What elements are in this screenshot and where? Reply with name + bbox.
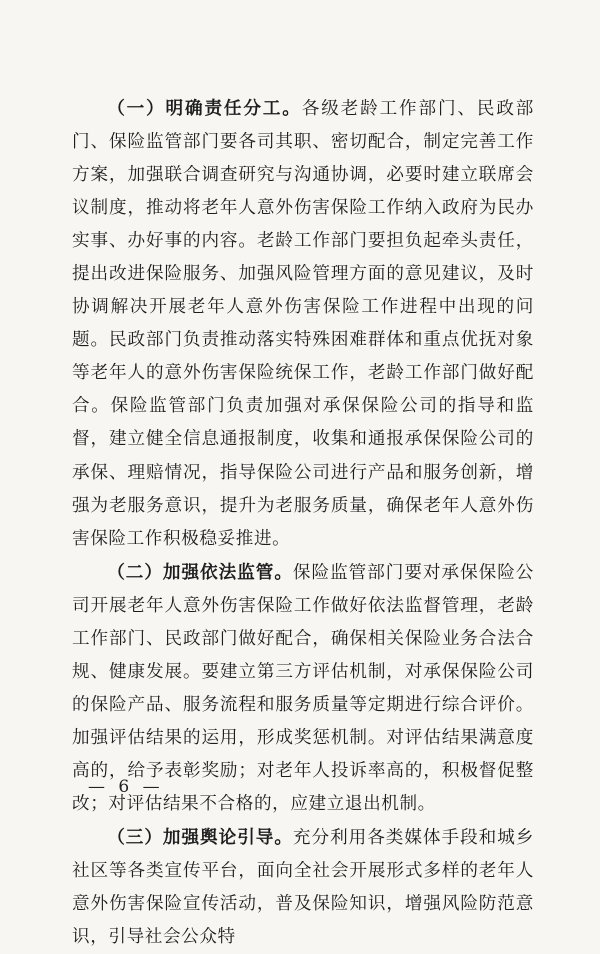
document-body (72, 92, 534, 954)
page-number: — 6 — (88, 777, 164, 797)
paragraph-2-heading: （二）加强依法监管。 (107, 561, 293, 583)
paragraph-1 (72, 92, 534, 556)
paragraph-2-text: 保险监管部门要对承保保险公司开展老年人意外伤害保险工作做好依法监督管理，老龄工作部门、民政部门做好配合，确保相关保险业务合法合规、健康发展。要建立第三方评估机制，对承保保险公司的保险产品、服务流程和服务质量等定期进行综合评价。加强评估结果的运用，形成奖惩机制。对评估结果满意度高的，给予表彰奖励；对老年人投诉率高的，积极督促整改；对评估结果不合格的，应建立退出机制。 (72, 562, 534, 814)
paragraph-3 (72, 821, 534, 954)
paragraph-1-heading: （一）明确责任分工。 (107, 98, 302, 119)
paragraph-1-text: 各级老龄工作部门、民政部门、保险监管部门要各司其职、密切配合，制定完善工作方案，加强联合调查研究与沟通协调，必要时建立联席会议制度，推动将老年人意外伤害保险工作纳入政府为民办实事、办好事的内容。老龄工作部门要担负起牵头责任，提出改进保险服务、加强风险管理方面的意见建议，及时协调解决开展老年人意外伤害保险工作进程中出现的问题。民政部门负责推动落实特殊困难群体和重点优抚对象等老年人的意外伤害保险统保工作，老龄工作部门做好配合。保险监管部门负责加强对承保保险公司的指导和监督，建立健全信息通报制度，收集和通报承保保险公司的承保、理赔情况，指导保险公司进行产品和服务创新，增强为老服务意识，提升为老服务质量，确保老年人意外伤害保险工作积极稳妥推进。 (72, 99, 534, 549)
paragraph-3-heading: （三）加强舆论引导。 (107, 827, 293, 849)
paragraph-3-text: 充分利用各类媒体手段和城乡社区等各类宣传平台，面向全社会开展形式多样的老年人意外伤害保险宣传活动，普及保险知识，增强风险防范意识，引导社会公众特 (72, 828, 534, 948)
